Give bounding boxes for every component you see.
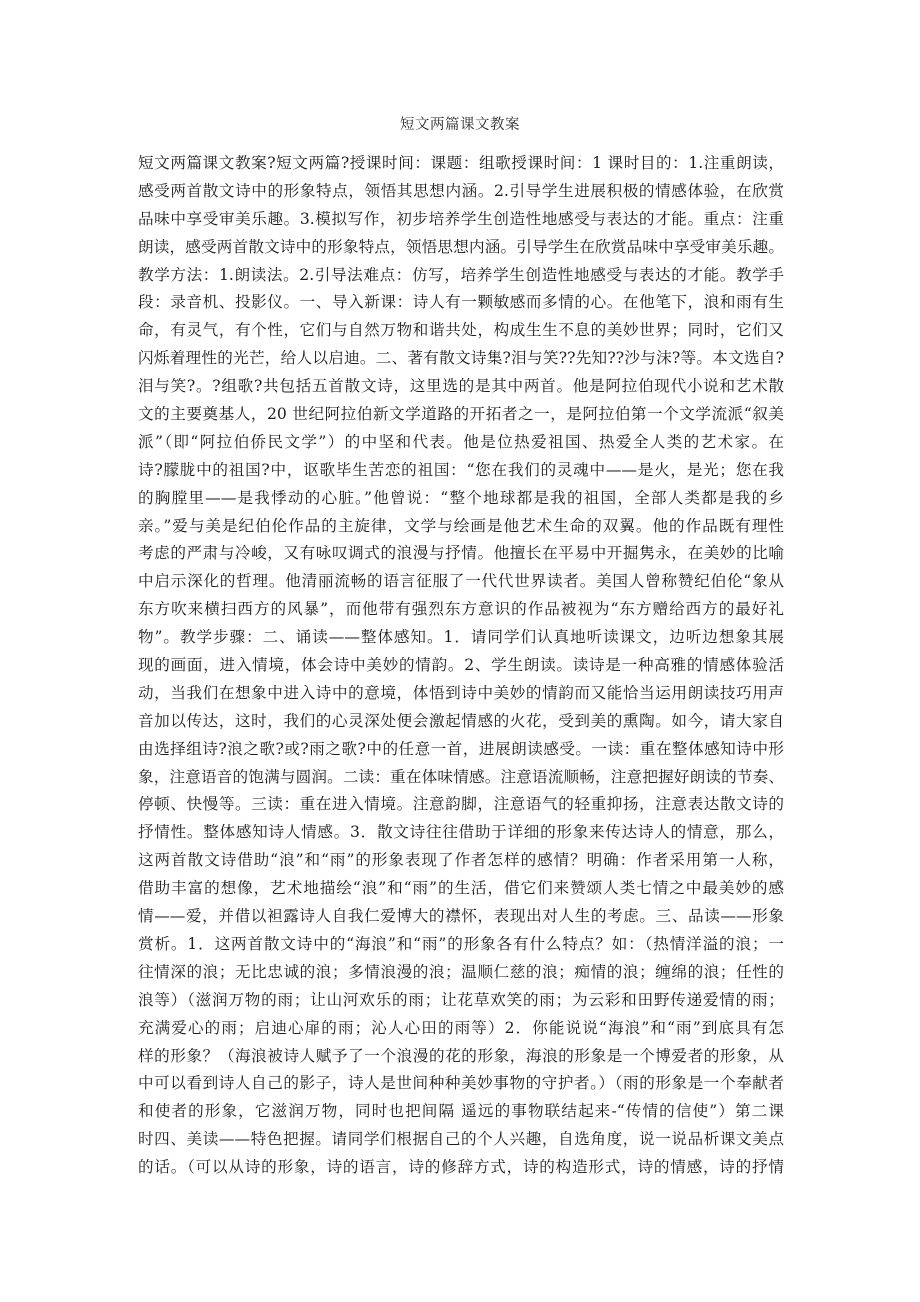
body-text-line: 的胸膛里——是我悸动的心脏。”他曾说：“整个地球都是我的祖国，全部人类都是我的乡 (138, 488, 784, 507)
body-text-line: 浪等）（滋润万物的雨；让山河欢乐的雨；让花草欢笑的雨；为云彩和田野传递爱情的雨； (138, 990, 784, 1009)
body-text-line: 样的形象？（海浪被诗人赋予了一个浪漫的花的形象，海浪的形象是一个博爱者的形象，从 (138, 1046, 784, 1065)
body-text-line: 这两首散文诗借助“浪”和“雨”的形象表现了作者怎样的感情？明确：作者采用第一人称， (138, 851, 784, 870)
body-text-line: 音加以传达，这时，我们的心灵深处便会激起情感的火花，受到美的熏陶。如今，请大家自 (138, 711, 784, 730)
body-text-line: 诗?朦胧中的祖国?中，讴歌毕生苦恋的祖国：“您在我们的灵魂中——是火，是光；您在我 (138, 460, 784, 479)
body-text-line: 时四、美读——特色把握。请同学们根据自己的个人兴趣，自选角度，说一说品析课文美点 (138, 1130, 784, 1149)
body-text-line: 文的主要奠基人，20 世纪阿拉伯新文学道路的开拓者之一，是阿拉伯第一个文学流派“叙美 (138, 405, 784, 424)
body-text-line: 派”（即“阿拉伯侨民文学”）的中坚和代表。他是位热爱祖国、热爱全人类的艺术家。在 (138, 432, 784, 451)
body-text-line: 泪与笑?。?组歌?共包括五首散文诗，这里选的是其中两首。他是阿拉伯现代小说和艺术散 (138, 377, 784, 396)
body-text-line: 情——爱，并借以袒露诗人自我仁爱博大的襟怀，表现出对人生的考虑。三、品读——形象 (138, 907, 784, 926)
body-text-line: 中可以看到诗人自己的影子，诗人是世间种种美妙事物的守护者。）（雨的形象是一个奉献者 (138, 1074, 784, 1093)
body-text-line: 的话。（可以从诗的形象，诗的语言，诗的修辞方式，诗的构造形式，诗的情感，诗的抒情 (138, 1158, 784, 1177)
body-text-line: 抒情性。整体感知诗人情感。3．散文诗往往借助于详细的形象来传达诗人的情意，那么， (138, 823, 784, 842)
body-text-line: 停顿、快慢等。三读：重在进入情境。注意韵脚，注意语气的轻重抑扬，注意表达散文诗的 (138, 795, 784, 814)
body-text-line: 教学方法：1.朗读法。2.引导法难点：仿写，培养学生创造性地感受与表达的才能。教学手 (138, 265, 784, 284)
body-text-line: 中启示深化的哲理。他清丽流畅的语言征服了一代代世界读者。美国人曾称赞纪伯伦“象从 (138, 572, 784, 591)
body-text-line: 朗读，感受两首散文诗中的形象特点，领悟思想内涵。引导学生在欣赏品味中享受审美乐趣。 (138, 237, 784, 256)
body-text-line: 闪烁着理性的光芒，给人以启迪。二、著有散文诗集?泪与笑??先知??沙与沫?等。本文选自? (138, 349, 784, 368)
document-title: 短文两篇课文教案 (400, 117, 520, 133)
body-text-line: 命，有灵气，有个性，它们与自然万物和谐共处，构成生生不息的美妙世界；同时，它们又 (138, 321, 784, 340)
body-text-line: 借助丰富的想像，艺术地描绘“浪”和“雨”的生活，借它们来赞颂人类七情之中最美妙的感 (138, 879, 784, 898)
body-text-line: 东方吹来横扫西方的风暴”，而他带有强烈东方意识的作品被视为“东方赠给西方的最好礼 (138, 600, 784, 619)
body-text-line: 感受两首散文诗中的形象特点，领悟其思想内涵。2.引导学生进展积极的情感体验，在欣赏 (138, 181, 784, 200)
body-text-line: 动，当我们在想象中进入诗中的意境，体悟到诗中美妙的情韵而又能恰当运用朗读技巧用声 (138, 683, 784, 702)
body-text-line: 段：录音机、投影仪。一、导入新课：诗人有一颗敏感而多情的心。在他笔下，浪和雨有生 (138, 293, 784, 312)
body-text-line: 考虑的严肃与冷峻，又有咏叹调式的浪漫与抒情。他擅长在平易中开掘隽永，在美妙的比喻 (138, 544, 784, 563)
body-text-line: 由选择组诗?浪之歌?或?雨之歌?中的任意一首，进展朗读感受。一读：重在整体感知诗中形 (138, 739, 784, 758)
body-text-line: 赏析。1．这两首散文诗中的“海浪”和“雨”的形象各有什么特点？如：（热情洋溢的浪；一 (138, 934, 784, 953)
body-text-line: 象，注意语音的饱满与圆润。二读：重在体味情感。注意语流顺畅，注意把握好朗读的节奏、 (138, 767, 784, 786)
body-text-line: 物”。教学步骤：二、诵读——整体感知。1．请同学们认真地听读课文，边听边想象其展 (138, 628, 784, 647)
body-text-line: 亲。”爱与美是纪伯伦作品的主旋律，文学与绘画是他艺术生命的双翼。他的作品既有理性 (138, 516, 784, 535)
body-text-line: 品味中享受审美乐趣。3.模拟写作，初步培养学生创造性地感受与表达的才能。重点：注重 (138, 209, 784, 228)
body-text-line: 短文两篇课文教案?短文两篇?授课时间：课题：组歌授课时间：1 课时目的：1.注重朗读， (138, 154, 784, 172)
body-text-line: 充满爱心的雨；启迪心扉的雨；沁人心田的雨等）2．你能说说“海浪”和“雨”到底具有怎 (138, 1018, 784, 1037)
document-body (138, 150, 784, 1182)
body-text-line: 往情深的浪；无比忠诚的浪；多情浪漫的浪；温顺仁慈的浪；痴情的浪；缠绵的浪；任性的 (138, 962, 784, 981)
body-text-line: 和使者的形象，它滋润万物，同时也把间隔 遥远的事物联结起来-“传情的信使”）第二课 (138, 1102, 784, 1121)
body-text-line: 现的画面，进入情境，体会诗中美妙的情韵。2、学生朗读。读诗是一种高雅的情感体验活 (138, 656, 784, 675)
